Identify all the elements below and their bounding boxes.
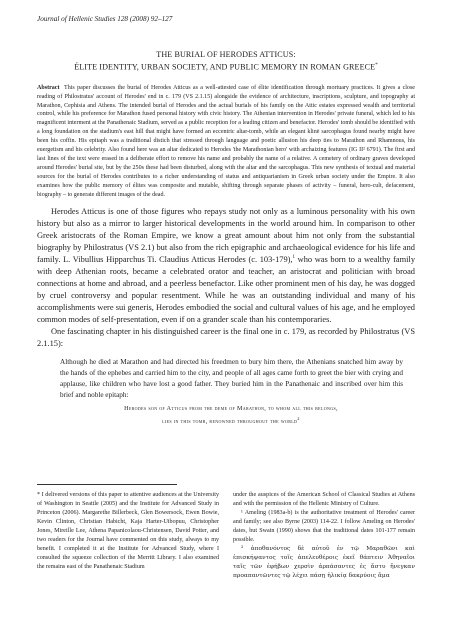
block-quote bbox=[60, 357, 403, 400]
footnote-rule bbox=[37, 484, 177, 485]
body-text bbox=[37, 206, 415, 350]
footnote-ref-1: 1 bbox=[292, 255, 296, 261]
body-paragraph-1 bbox=[37, 206, 415, 326]
abstract-label: Abstract bbox=[37, 84, 60, 91]
running-head: Journal of Hellenic Studies 128 (2008) 92–127 bbox=[37, 15, 173, 23]
epitaph bbox=[57, 404, 405, 427]
epitaph-line-1: Herodes son of Atticus from the deme of Marathon, to whom all this belongs, bbox=[124, 405, 338, 412]
footnote-2-greek: ² ἀποθανόντος δὲ αὐτοῦ ἐν τῷ Μαραθῶνι καὶ ἐπισκήψαντος τοῖς ἀπελευθέροις ἐκεῖ θάπτειν Ἀθηναῖοι ταῖς τῶν ἐφήβων χερσὶν ἁρπάσαντες ἐς ἄστυ ἤνεγκαν προαπαντῶντες τῷ λέχει πάσῃ ἡλικίᾳ δακρύοις ἅμα bbox=[233, 546, 415, 579]
title-line-2-text: ÉLITE IDENTITY, URBAN SOCIETY, AND PUBLIC MEMORY IN ROMAN GREECE bbox=[74, 62, 376, 72]
footnotes-right-column bbox=[233, 491, 415, 581]
footnote-acknowledgements: * I delivered versions of this paper to attentive audiences at the University of Washington in Seattle (2005) and the Institute for Advanced Study in Princeton (2006). Margarethe Billerbeck, Glen Bowersock, Ewen Bowie, Kevin Clinton, Christian Habicht, Kaja Harter-Uibopuu, Christopher Jones, Mireille Lee, Athena Papanicolaou-Christensen, David Potter, and two readers for the Journal have commented on this study, always to my benefit. I completed it at the Institute for Advanced Study, where I consulted the squeeze collection of the Merritt Library. I also examined the remains east of the Panathenaic Stadium bbox=[37, 492, 219, 570]
footnote-acknowledgements-continued: under the auspices of the American School of Classical Studies at Athens and with the permission of the Hellenic Ministry of Culture. bbox=[233, 492, 415, 507]
article-title bbox=[37, 49, 415, 73]
body-paragraph-1-part-b: who was born to a wealthy family with deep Athenian roots, became a celebrated orator and teacher, an aristocrat and politician with broad connections at home and abroad, and a peerless benefactor. Like other prominent men of his day, he was dogged by cruel controversy and popular resentment. While he was an outstanding individual and many of his accomplishments were sui generis, Herodes embodied the social and cultural values of his age, and he employed common modes of self-presentation, even if on a grander scale than his contemporaries. bbox=[37, 255, 416, 325]
article-page bbox=[37, 14, 415, 427]
footnotes bbox=[37, 491, 415, 581]
footnote-1: ¹ Ameling (1983a-b) is the authoritative treatment of Herodes' career and family; see also Byrne (2003) 114-22. I follow Ameling on Herodes' dates, but Swain (1990) shows that the traditional dates 101-177 remain possible. bbox=[233, 510, 415, 543]
footnote-ref-2: 2 bbox=[297, 415, 300, 421]
block-quote-text: Although he died at Marathon and had directed his freedmen to bury him there, the Athenians snatched him away by the hands of the ephebes and carried him to the city, and people of all ages came forth to greet the bier with crying and applause, like children who have lost a good father. They buried him in the Panathenaic and inscribed over him this brief and noble epitaph: bbox=[60, 358, 403, 399]
body-paragraph-1-part-a: Herodes Atticus is one of those figures who repays study not only as a luminous personality with his own history but also as a mirror to larger historical developments in the world around him. In comparison to other Greek aristocrats of the Roman Empire, we know a great amount about him not only from the substantial biography by Philostratus (VS 2.1) but also from the rich epigraphic and archaeological evidence for his life and family. L. Vibullius Hipparchus Ti. Claudius Atticus Herodes (c. 103-179), bbox=[37, 207, 415, 265]
title-line-1: THE BURIAL OF HERODES ATTICUS: bbox=[156, 50, 296, 59]
epitaph-line-2-text: lies in this tomb, renowned throughout the world bbox=[162, 418, 298, 425]
epitaph-line-2 bbox=[57, 414, 405, 427]
title-line-2 bbox=[37, 60, 415, 73]
title-footnote-mark: * bbox=[375, 63, 378, 68]
footnotes-left-column bbox=[37, 491, 219, 581]
abstract-text: This paper discusses the burial of Herodes Atticus as a well-attested case of élite identification through mortuary practices. It gives a close reading of Philostratus' account of Herodes' end in c. 179 (VS 2.1.15) alongside the evidence of architecture, inscriptions, sculpture, and topography at Marathon, Cephisia and Athens. The intended burial of Herodes and the actual burials of his family on the Attic estates expressed wealth and territorial control, while his preference for Marathon fused personal history with civic history. The Athenian intervention in Herodes' private funeral, which led to his magnificent interment at the Panathenaic Stadium, served as a public reception for a leading citizen and benefactor. Herodes' tomb should be identified with a long foundation on the stadium's east hill that might have formed an eccentric altar-tomb, while an elegant klinē sarcophagus found nearby might have been his coffin. His epitaph was a traditional distich that stressed through language and poetic allusion his deep ties to Marathon and Rhamnous, his euergetism and his celebrity. Also found here was an altar dedicated to Herodes 'the Marathonian hero' with archaizing features (IG II² 6791). The first and last lines of the text were erased in a deliberate effort to remove his name and probably the name of a relative. A cemetery of ordinary graves developed around Herodes' burial site, but by the 250s these had been disturbed, along with the altar and the sarcophagus. This new synthesis of textual and material sources for the burial of Herodes contributes to a richer understanding of status and antiquarianism in Greek urban society under the Empire. It also examines how the public memory of élites was composite and mutable, shifting through separate phases of activity – funeral, hero-cult, defacement, biography – to generate different images of the dead. bbox=[37, 84, 415, 198]
body-paragraph-2: One fascinating chapter in his distinguished career is the final one in c. 179, as recorded by Philostratus (VS 2.1.15): bbox=[37, 327, 415, 349]
abstract bbox=[37, 84, 415, 200]
